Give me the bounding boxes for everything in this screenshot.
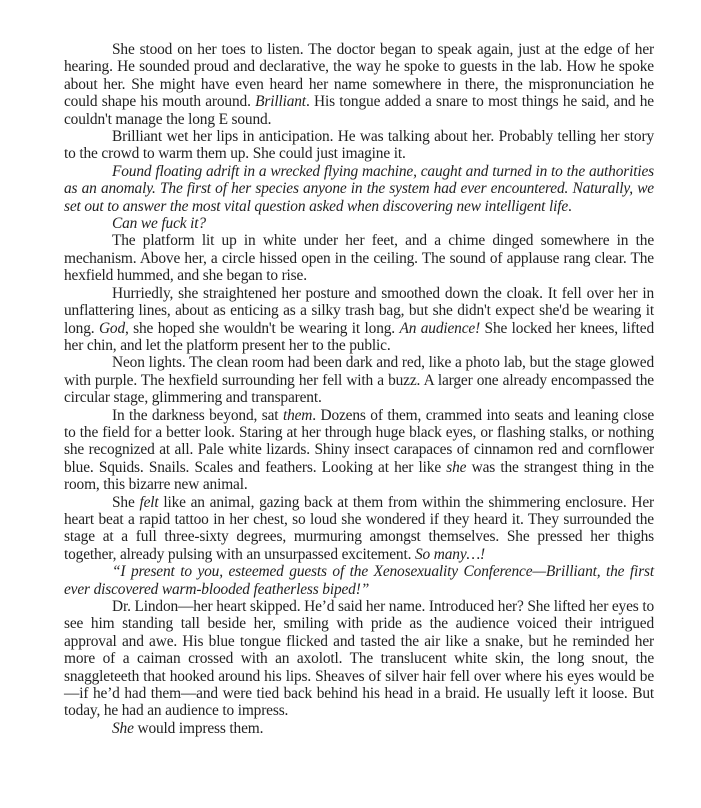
text-run: . His tongue added a snare to most things he said, and he couldn't manage the long E sound. xyxy=(64,93,654,128)
story-paragraph xyxy=(64,407,654,494)
italic-text: Can we fuck it? xyxy=(112,215,206,233)
italic-text: An audience! xyxy=(399,319,481,337)
story-paragraph xyxy=(64,285,654,355)
story-paragraph xyxy=(64,232,654,284)
text-run: The platform lit up in white under her feet, and a chime dinged somewhere in the mechanism. Above her, a circle hissed open in the ceiling. The sound of applause rang clear. The hexfield hummed, and she began to rise. xyxy=(64,232,654,285)
story-paragraph xyxy=(64,215,654,232)
text-run: She xyxy=(112,493,140,511)
story-paragraph xyxy=(64,128,654,163)
text-run: She locked her knees, lifted her chin, and let the platform present her to the public. xyxy=(64,319,654,354)
text-run: Brilliant wet her lips in anticipation. He was talking about her. Probably telling her story to the crowd to warm them up. She could just imagine it. xyxy=(64,128,654,163)
italic-text: So many…! xyxy=(414,545,486,563)
italic-text: Brilliant xyxy=(255,93,306,111)
italic-text: them xyxy=(282,406,313,424)
story-paragraph xyxy=(64,163,654,215)
story-paragraph xyxy=(64,563,654,598)
story-paragraph xyxy=(64,494,654,564)
text-run: She stood on her toes to listen. The doctor began to speak again, just at the edge of her hearing. He sounded proud and declarative, the way he spoke to guests in the lab. How he spoke about her. She might have even heard her name somewhere in there, the mispronunciation he could shape his mouth around. xyxy=(64,41,654,111)
text-run: Neon lights. The clean room had been dark and red, like a photo lab, but the stage glowed with purple. The hexfield surrounding her fell with a buzz. A larger one already encompassed the circular stage, glimmering and transparent. xyxy=(64,354,654,407)
story-paragraph xyxy=(64,354,654,406)
text-run: would impress them. xyxy=(133,719,264,737)
text-run: like an animal, gazing back at them from within the shimmering enclosure. Her heart beat a rapid tattoo in her chest, so loud she wondered if they heard it. They surrounded the stage at a full three-sixty degrees, murmuring amongst themselves. She pressed her thighs together, already pulsing with an unsurpassed excitement. xyxy=(64,493,654,563)
text-run: , she hoped she wouldn't be wearing it long. xyxy=(125,319,400,337)
story-paragraph xyxy=(64,41,654,128)
text-run: . xyxy=(568,197,572,215)
italic-text: “I present to you, esteemed guests of the Xenosexuality Conference—Brilliant, the first ever discovered warm-blooded featherless biped!” xyxy=(64,563,654,598)
text-run: . Dozens of them, crammed into seats and leaning close to the field for a better look. Staring at her through huge black eyes, or flashing stalks, or nothing she recognized at all. Pale white lizards. Shiny insect carapaces of cinnamon red and cornflower blue. Squids. Snails. Scales and feathers. Looking at her like xyxy=(64,406,654,476)
italic-text: felt xyxy=(139,493,159,511)
story-paragraph xyxy=(64,598,654,720)
document-page xyxy=(64,41,654,737)
text-run: Hurriedly, she straightened her posture and smoothed down the cloak. It fell over her in unflattering lines, about as enticing as a silky trash bag, but she didn't expect she'd be wearing it long. xyxy=(64,284,654,337)
text-run: In the darkness beyond, sat xyxy=(112,406,283,424)
italic-text: she xyxy=(446,458,467,476)
text-run: Dr. Lindon—her heart skipped. He’d said her name. Introduced her? She lifted her eyes to see him standing tall beside her, smiling with pride as the audience voiced their intrigued approval and awe. His blue tongue flicked and tasted the air like a snake, but he reminded her more of a caiman crossed with an axolotl. The translucent white skin, the long snout, the snaggleteeth that hooked around his lips. Sheaves of silver hair fell over where his eyes would be—if he’d had them—and were tied back behind his head in a braid. He usually left it loose. But today, he had an audience to impress. xyxy=(64,598,654,720)
italic-text: Found floating adrift in a wrecked flying machine, caught and turned in to the authorities as an anomaly. The first of her species anyone in the system had ever encountered. Naturally, we set out to answer the most vital question asked when discovering new intelligent life xyxy=(64,162,654,215)
italic-text: She xyxy=(112,719,134,737)
text-run: was the strangest thing in the room, this bizarre new animal. xyxy=(64,458,654,494)
story-paragraph xyxy=(64,720,654,737)
italic-text: God xyxy=(98,319,125,337)
